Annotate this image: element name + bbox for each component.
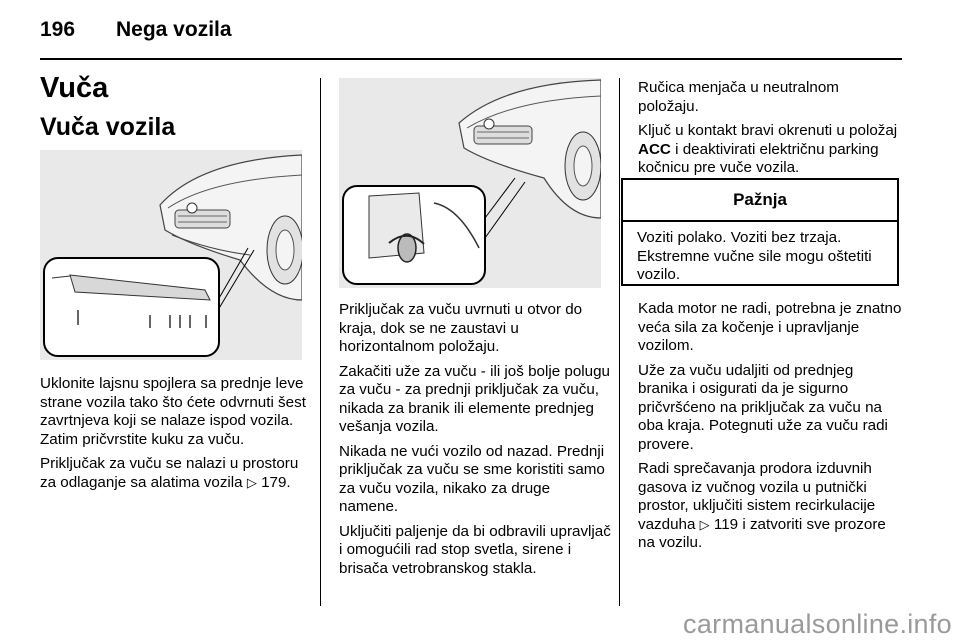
page-reference-arrow-icon: ▷	[699, 516, 710, 532]
column-divider-2	[619, 78, 620, 606]
column-3-text-top	[638, 79, 902, 184]
paragraph-screw-in: Priključak za vuču uvrnuti u otvor do kraja, dok se ne zaustavi u horizontalnom položaju.	[339, 301, 583, 355]
section-title: Nega vozila	[116, 18, 232, 41]
spoiler-removal-illustration	[40, 150, 302, 360]
column-divider-1	[320, 78, 321, 606]
section-subtitle: Vuča vozila	[40, 113, 176, 141]
paragraph-engine-off: Kada motor ne radi, potrebna je znatno veća sila za kočenje i upravljanje vozilom.	[638, 300, 902, 354]
paragraph-recirculation: Radi sprečavanja prodora izduvnih gasova iz vučnog vozila u putnički prostor, uključiti sistem recirkulacije vazduha ▷ 119 i zatvoriti sve prozore na vozilu.	[638, 460, 886, 551]
page-reference: 179.	[261, 473, 291, 491]
header-rule	[40, 58, 902, 60]
paragraph-rope-check: Uže za vuču udaljiti od prednjeg branika i osigurati da je sigurno pričvršćeno na priključak za vuču na oba kraja. Potegnuti uže za vuču radi provere.	[638, 361, 888, 453]
page-reference-arrow-icon: ▷	[246, 474, 257, 490]
column-2-text	[339, 301, 611, 584]
towing-eye-figure	[339, 78, 601, 288]
caution-title: Pažnja	[623, 180, 897, 222]
page-reference: 119	[713, 515, 739, 533]
column-3-text-bottom	[638, 300, 902, 559]
caution-text: Voziti polako. Voziti bez trzaja. Ekstremne vučne sile mogu oštetiti vozilo.	[637, 229, 872, 283]
paragraph-attach-rope: Zakačiti uže za vuču - ili još bolje polugu za vuču - za prednji priključak za vuču, nikada za branik ili elemente prednjeg vešanja vozila.	[339, 362, 610, 435]
towing-eye-illustration	[339, 78, 601, 288]
watermark: carmanualsonline.info	[683, 609, 952, 639]
paragraph-neutral: Ručica menjača u neutralnom položaju.	[638, 79, 839, 115]
caution-box	[621, 178, 899, 286]
paragraph-towing-eye-location: Priključak za vuču se nalazi u prostoru za odlaganje sa alatima vozila ▷ 179.	[40, 455, 299, 491]
spoiler-removal-figure	[40, 150, 302, 360]
column-1-text	[40, 375, 312, 498]
chapter-title: Vuča	[40, 72, 109, 104]
page-header	[40, 18, 232, 42]
page-number: 196	[40, 18, 76, 41]
paragraph-key-acc: Ključ u kontakt bravi okrenuti u položaj ACC i deaktivirati električnu parking kočnicu pre vuče vozila.	[638, 122, 898, 176]
paragraph-ignition: Uključiti paljenje da bi odbravili upravljač i omogućili rad stop svetla, sirene i brisača vetrobranskog stakla.	[339, 522, 611, 577]
acc-label: ACC	[638, 140, 671, 158]
paragraph-no-rear-tow: Nikada ne vući vozilo od nazad. Prednji priključak za vuču se sme koristiti samo za vuču vozila, nikako za druge namene.	[339, 442, 605, 515]
paragraph-remove-spoiler: Uklonite lajsnu spojlera sa prednje leve strane vozila tako što ćete odvrnuti šest zavrtnjeva koji se nalaze ispod vozila. Zatim pričvrstite kuku za vuču.	[40, 375, 306, 448]
